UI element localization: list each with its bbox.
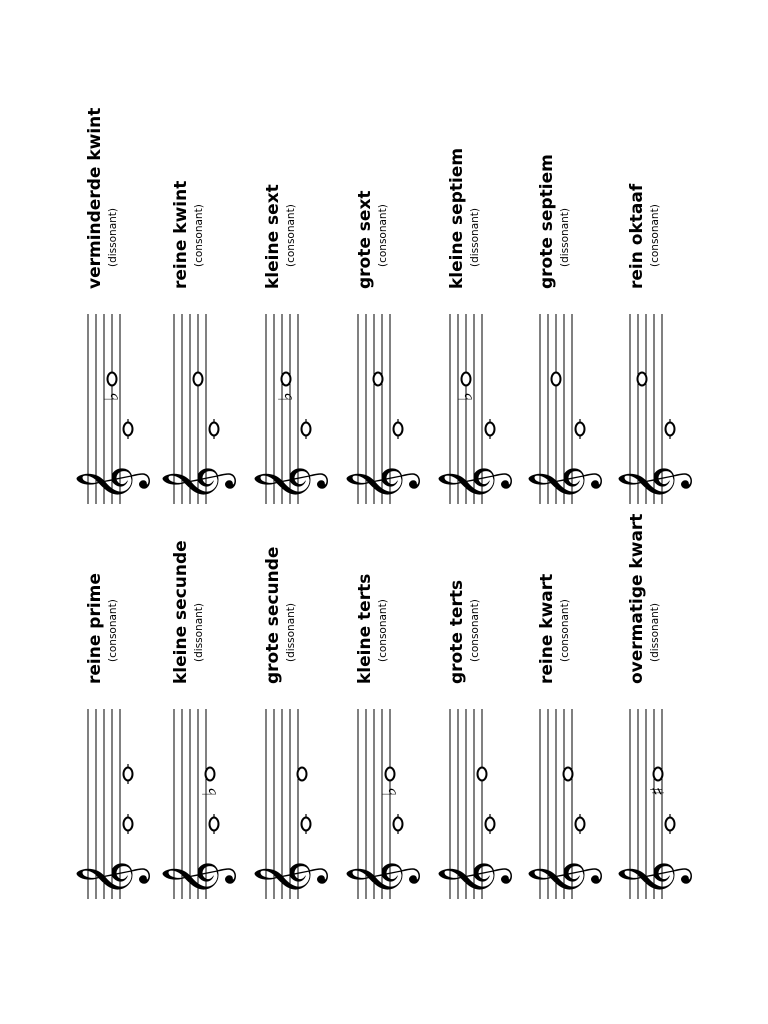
- interval-quality: (dissonant): [285, 602, 297, 662]
- treble-clef-icon: 𝄞: [74, 860, 147, 897]
- first-note: [124, 818, 133, 831]
- treble-clef-icon: 𝄞: [526, 465, 599, 502]
- interval-quality: (consonant): [377, 599, 389, 662]
- first-note: [394, 818, 403, 831]
- second-note: [298, 768, 307, 781]
- treble-clef-icon: 𝄞: [344, 465, 417, 502]
- flat-icon: ♭: [199, 787, 221, 796]
- interval-name: reine prime: [85, 573, 105, 684]
- first-note: [210, 818, 219, 831]
- treble-clef-icon: 𝄞: [252, 465, 325, 502]
- rotated-page-content: [74, 108, 692, 899]
- first-note: [486, 423, 495, 436]
- second-note: [124, 768, 133, 781]
- treble-clef-icon: 𝄞: [160, 860, 233, 897]
- interval-6: [616, 514, 692, 899]
- interval-9: [252, 184, 328, 504]
- second-note: [206, 768, 215, 781]
- flat-icon: ♭: [455, 392, 477, 401]
- interval-12: [526, 154, 602, 504]
- interval-name: grote sext: [355, 190, 375, 289]
- interval-4: [436, 580, 512, 899]
- flat-icon: ♭: [275, 392, 297, 401]
- interval-quality: (dissonant): [649, 602, 661, 662]
- treble-clef-icon: 𝄞: [436, 465, 509, 502]
- interval-quality: (dissonant): [107, 207, 119, 267]
- treble-clef-icon: 𝄞: [436, 860, 509, 897]
- interval-name: kleine terts: [355, 573, 375, 684]
- second-note: [194, 373, 203, 386]
- interval-quality: (consonant): [193, 204, 205, 267]
- first-note: [666, 423, 675, 436]
- interval-quality: (consonant): [649, 204, 661, 267]
- second-note: [108, 373, 117, 386]
- second-note: [462, 373, 471, 386]
- interval-name: grote terts: [447, 579, 467, 684]
- interval-quality: (consonant): [559, 599, 571, 662]
- first-note: [124, 423, 133, 436]
- treble-clef-icon: 𝄞: [252, 860, 325, 897]
- interval-3: [344, 574, 420, 899]
- interval-name: reine kwart: [537, 573, 557, 684]
- first-note: [666, 818, 675, 831]
- interval-8: [160, 181, 236, 504]
- interval-name: verminderde kwint: [85, 107, 105, 289]
- interval-name: grote secunde: [263, 546, 283, 684]
- flat-icon: ♭: [101, 392, 123, 401]
- interval-name: overmatige kwart: [627, 513, 647, 684]
- flat-icon: ♭: [379, 787, 401, 796]
- first-note: [302, 423, 311, 436]
- second-note: [638, 373, 647, 386]
- second-note: [386, 768, 395, 781]
- first-note: [576, 818, 585, 831]
- second-note: [478, 768, 487, 781]
- interval-quality: (consonant): [107, 599, 119, 662]
- first-note: [302, 818, 311, 831]
- interval-name: kleine septiem: [447, 147, 467, 289]
- interval-quality: (consonant): [377, 204, 389, 267]
- interval-quality: (dissonant): [193, 602, 205, 662]
- first-note: [210, 423, 219, 436]
- second-note: [564, 768, 573, 781]
- interval-quality: (consonant): [285, 204, 297, 267]
- treble-clef-icon: 𝄞: [160, 465, 233, 502]
- interval-0: [74, 573, 150, 899]
- second-note: [654, 768, 663, 781]
- treble-clef-icon: 𝄞: [74, 465, 147, 502]
- interval-7: [74, 108, 150, 504]
- treble-clef-icon: 𝄞: [616, 860, 689, 897]
- interval-name: grote septiem: [537, 154, 557, 289]
- treble-clef-icon: 𝄞: [344, 860, 417, 897]
- treble-clef-icon: 𝄞: [616, 465, 689, 502]
- interval-quality: (dissonant): [559, 207, 571, 267]
- interval-name: kleine secunde: [171, 540, 191, 684]
- interval-name: rein oktaaf: [627, 183, 647, 289]
- interval-1: [160, 540, 236, 899]
- first-note: [486, 818, 495, 831]
- interval-quality: (consonant): [469, 599, 481, 662]
- interval-11: [436, 148, 512, 504]
- interval-5: [526, 574, 602, 899]
- interval-name: kleine sext: [263, 184, 283, 289]
- treble-clef-icon: 𝄞: [526, 860, 599, 897]
- interval-2: [252, 547, 328, 899]
- second-note: [552, 373, 561, 386]
- interval-13: [616, 183, 692, 504]
- sharp-icon: ♯: [647, 786, 669, 796]
- interval-name: reine kwint: [171, 180, 191, 289]
- first-note: [576, 423, 585, 436]
- second-note: [374, 373, 383, 386]
- interval-10: [344, 190, 420, 504]
- first-note: [394, 423, 403, 436]
- interval-quality: (dissonant): [469, 207, 481, 267]
- second-note: [282, 373, 291, 386]
